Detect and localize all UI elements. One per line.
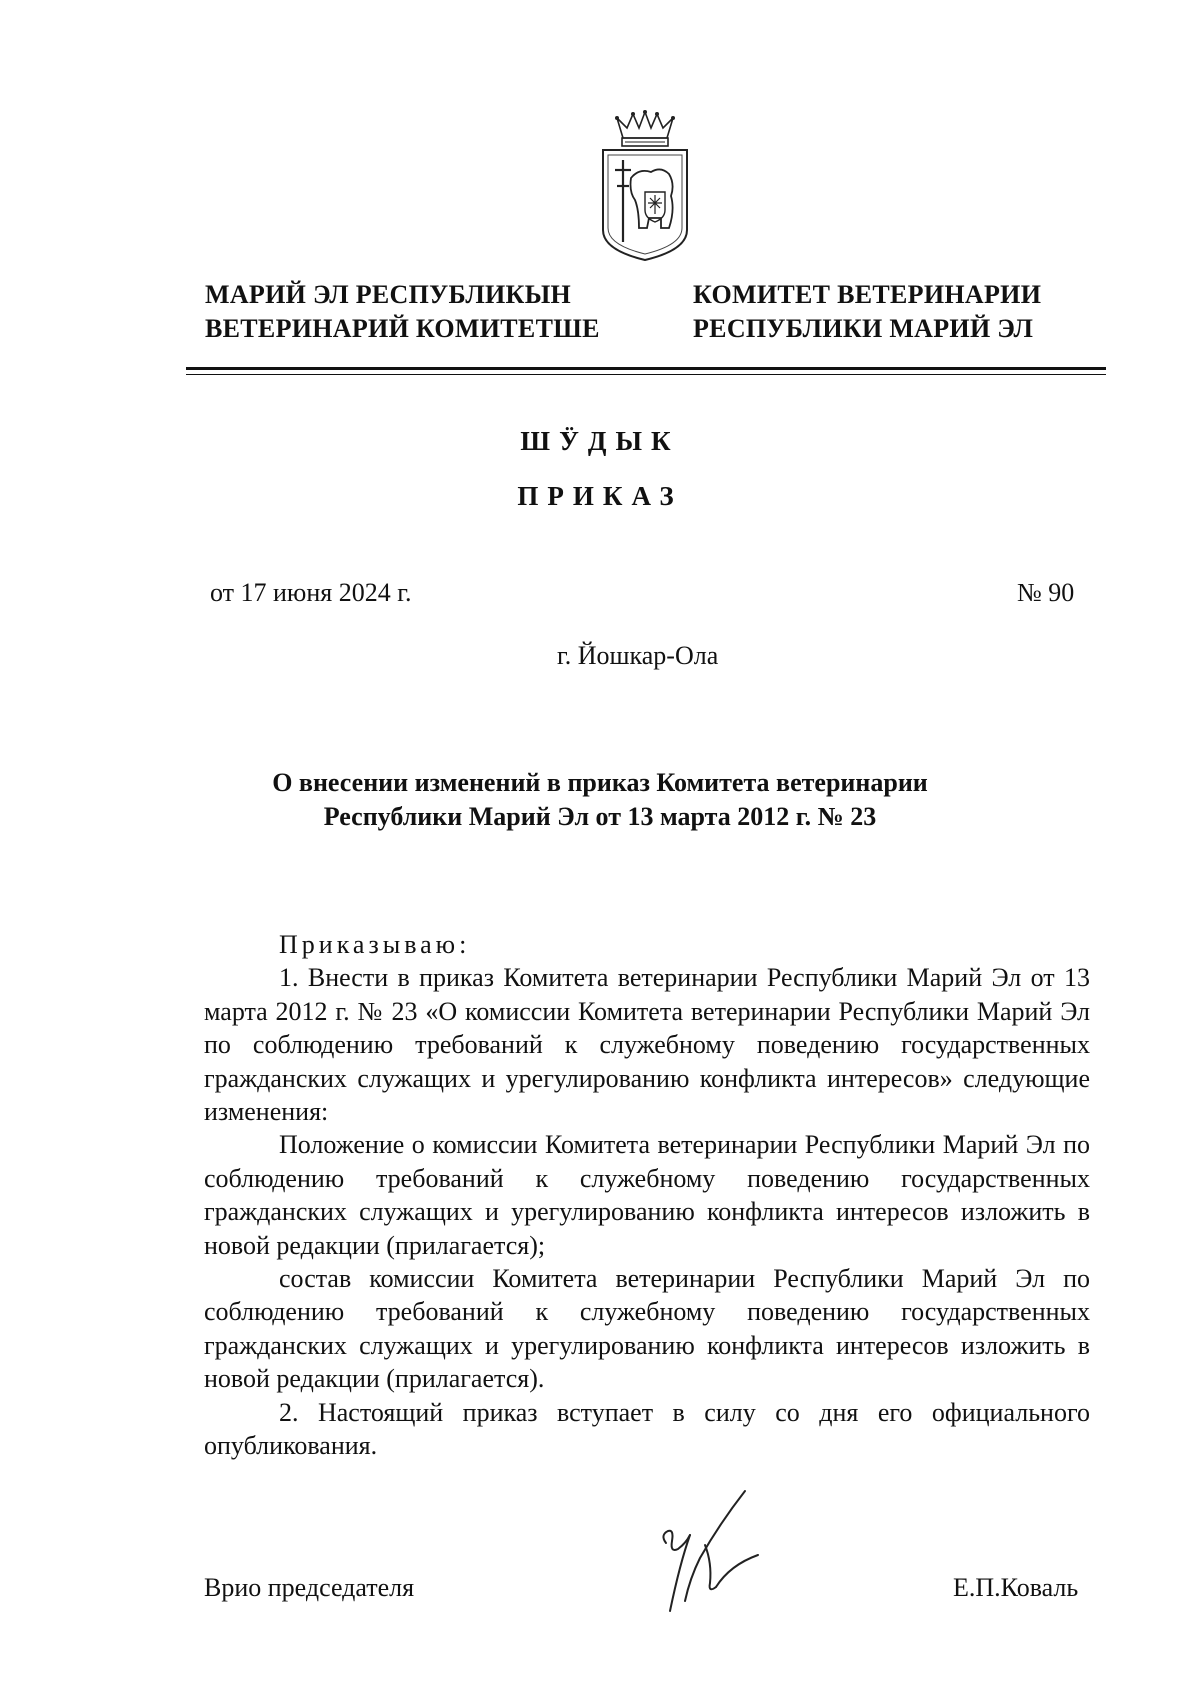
header-russian	[693, 278, 1041, 346]
coat-of-arms-emblem	[595, 110, 695, 275]
subject-line-2: Республики Марий Эл от 13 марта 2012 г. № 23	[323, 802, 877, 831]
body-paragraph-1: 1. Внести в приказ Комитета ветеринарии Республики Марий Эл от 13 марта 2012 г. № 23 «О комиссии Комитета ветеринарии Республики Марий Эл по соблюдению требований к служебному поведению государственных гражданских служащих и урегулированию конфликта интересов» следующие изменения:	[204, 963, 1090, 1127]
signatory-name: Е.П.Коваль	[953, 1573, 1079, 1602]
document-city: г. Йошкар-Ола	[557, 641, 719, 670]
signatory-position: Врио председателя	[204, 1573, 415, 1602]
header-russian-line-1: КОМИТЕТ ВЕТЕРИНАРИИ	[693, 280, 1042, 309]
header-divider-thin	[186, 374, 1106, 375]
body-paragraph-3: состав комиссии Комитета ветеринарии Республики Марий Эл по соблюдению требований к служебному поведению государственных гражданских служащих и урегулированию конфликта интересов изложить в новой редакции (прилагается).	[204, 1264, 1090, 1394]
doc-type-russian: ПРИКАЗ	[517, 481, 683, 511]
header-divider-thick	[186, 367, 1106, 370]
document-body	[204, 928, 1090, 1463]
header-russian-line-2: РЕСПУБЛИКИ МАРИЙ ЭЛ	[693, 314, 1034, 343]
handwritten-signature	[650, 1483, 775, 1618]
header-mari-line-2: ВЕТЕРИНАРИЙ КОМИТЕТШЕ	[205, 314, 600, 343]
body-intro: Приказываю:	[279, 930, 471, 959]
header-mari-line-1: МАРИЙ ЭЛ РЕСПУБЛИКЫН	[205, 280, 572, 309]
header-mari	[205, 278, 600, 346]
doc-type-mari: ШӰДЫК	[520, 426, 680, 456]
subject-line-1: О внесении изменений в приказ Комитета ветеринарии	[272, 768, 928, 797]
body-paragraph-4: 2. Настоящий приказ вступает в силу со дня его официального опубликования.	[204, 1397, 1090, 1461]
document-subject	[0, 766, 1200, 834]
document-date: от 17 июня 2024 г.	[210, 578, 412, 607]
document-number: № 90	[1017, 578, 1075, 607]
body-paragraph-2: Положение о комиссии Комитета ветеринарии Республики Марий Эл по соблюдению требований к служебному поведению государственных гражданских служащих и урегулированию конфликта интересов изложить в новой редакции (прилагается);	[204, 1130, 1090, 1260]
